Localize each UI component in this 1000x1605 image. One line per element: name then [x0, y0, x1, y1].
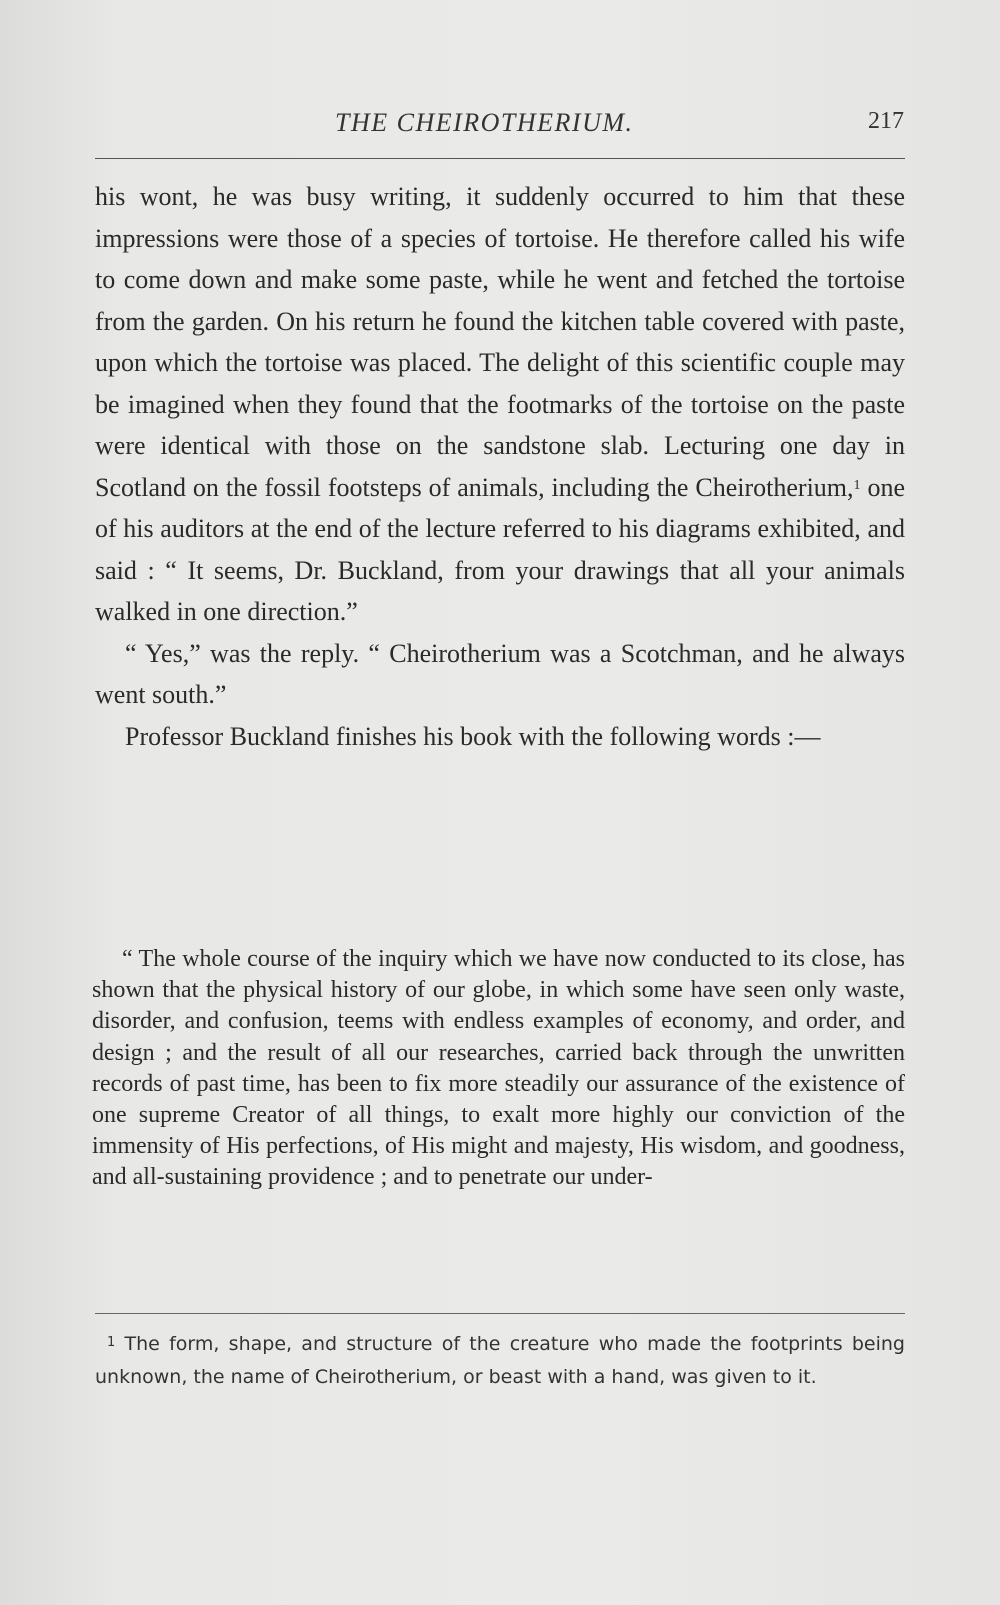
- footnote-rule: [95, 1313, 905, 1314]
- footnote: [95, 1328, 905, 1394]
- header-rule: [95, 158, 905, 159]
- quote-text: “ The whole course of the inquiry which we have now conducted to its close, has shown that the physical history of our globe, in which some have seen only waste, disorder, and confusion, teems with endless examples of economy, and order, and design ; and the result of all our researches, carried back through the unwritten records of past time, has been to fix more steadily our assurance of the existence of one supreme Creator of all things, to exalt more highly our conviction of the immensity of His perfections, of His might and majesty, His wisdom, and goodness, and all-sustaining providence ; and to penetrate our under-: [92, 946, 905, 1191]
- page-number: 217: [868, 108, 904, 134]
- paragraph-reply: “ Yes,” was the reply. “ Cheirotherium was a Scotchman, and he always went south.”: [95, 638, 905, 709]
- footnote-reference: 1: [853, 477, 861, 493]
- paragraph-intro-quote: Professor Buckland finishes his book with the following words :—: [125, 721, 821, 751]
- footnote-mark: 1: [107, 1335, 116, 1350]
- paragraph-text: his wont, he was busy writing, it suddenly occurred to him that these impressions were those of a species of tortoise. He therefore called his wife to come down and make some paste, while he went and fetched the tortoise from the garden. On his return he found the kitchen table covered with paste, upon which the tortoise was placed. The delight of this scientific couple may be imagined when they found that the footmarks of the tortoise on the paste were identical with those on the sandstone slab. Lecturing one day in Scotland on the fossil footsteps of animals, including the Cheirotherium,: [95, 182, 905, 502]
- block-quote: [92, 944, 905, 1194]
- body-text: [95, 176, 905, 757]
- paragraph-text: one of his auditors at the end of the lecture referred to his diagrams exhibited, and said : “ It seems, Dr. Buckland, from your drawings that all your animals walked in one direction.”: [95, 472, 906, 626]
- running-title: THE CHEIROTHERIUM.: [335, 108, 634, 137]
- footnote-text: The form, shape, and structure of the creature who made the footprints being unknown, the name of Cheirotherium, or beast with a hand, was given to it.: [95, 1333, 905, 1388]
- page-header: [0, 108, 1000, 148]
- paragraph-continuation: [95, 176, 905, 633]
- footnote-paragraph: [95, 1328, 905, 1394]
